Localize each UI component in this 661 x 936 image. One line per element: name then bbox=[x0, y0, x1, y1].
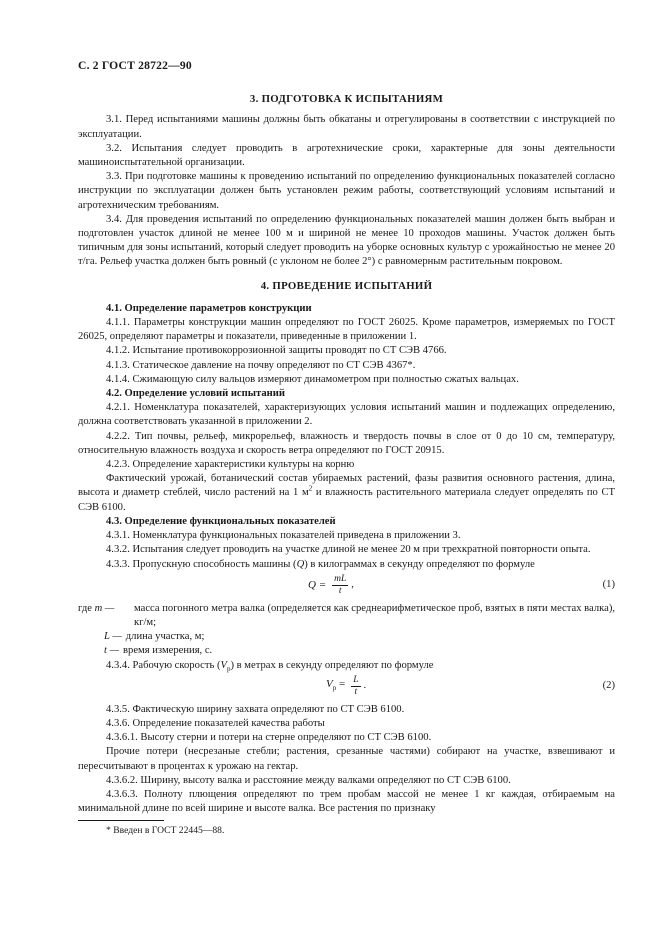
formula-2 bbox=[78, 673, 615, 703]
text-part: ) в килограммах в секунду определяют по формуле bbox=[304, 558, 535, 570]
subsection-4-3-title: 4.3. Определение функциональных показателей bbox=[106, 515, 336, 527]
paragraph-4-3-2: 4.3.2. Испытания следует проводить на участке длиной не менее 20 м при трехкратной повторности опыта. bbox=[106, 544, 591, 556]
formula-1-lhs: Q = bbox=[308, 579, 327, 592]
paragraph-4-2-3: 4.2.3. Определение характеристики культуры на корню bbox=[106, 459, 355, 471]
definition-m bbox=[78, 602, 615, 630]
text-part: ) в метрах в секунду определяют по формуле bbox=[230, 659, 434, 671]
formula-2-fraction bbox=[351, 675, 360, 698]
page-content bbox=[78, 59, 615, 816]
symbol-l: L — bbox=[104, 631, 122, 643]
paragraph-4-1-3: 4.1.3. Статическое давление на почву определяют по СТ СЭВ 4367*. bbox=[106, 359, 416, 371]
symbol-q: Q bbox=[296, 558, 305, 570]
paragraph-4-3-6-2: 4.3.6.2. Ширину, высоту валка и расстояние между валками определяют по СТ СЭВ 6100. bbox=[106, 774, 511, 786]
where-word: где bbox=[78, 602, 92, 614]
symbol-m: m — bbox=[94, 602, 115, 614]
paragraph-4-1-4: 4.1.4. Сжимающую силу вальцов измеряют динамометром при полностью сжатых вальцах. bbox=[106, 373, 519, 385]
paragraph-3-2: 3.2. Испытания следует проводить в агротехнические сроки, характерные для зоны деятельности машиноиспытательной организации. bbox=[78, 142, 615, 169]
formula-2-denominator: t bbox=[354, 686, 358, 697]
paragraph-3-4: 3.4. Для проведения испытаний по определению функциональных показателей машин должен быть выбран и подготовлен участок длиной не менее 100 м и шириной не менее 10 проходов машины. Участок должен быть типичным для зоны испытаний, который следует проводить на уборке основных культур с урожайностью не менее 20 т/га. Рельеф участка должен быть ровный (с уклоном не более 2°) с равномерным растительным покровом. bbox=[78, 213, 615, 268]
definition-text: длина участка, м; bbox=[125, 631, 205, 643]
paragraph-4-2-1: 4.2.1. Номенклатура показателей, характеризующих условия испытаний машин и подлежащих определению, должна соответствовать указанной в приложении 2. bbox=[78, 402, 615, 428]
section-4-title: 4. ПРОВЕДЕНИЕ ИСПЫТАНИЙ bbox=[260, 279, 433, 292]
formula-2-number: (2) bbox=[602, 679, 615, 691]
definition-text: масса погонного метра валка (определяется как среднеарифметическое проб, взятых в пяти местах валка), кг/м; bbox=[134, 602, 615, 628]
text-part: 4.3.3. Пропускную способность машины ( bbox=[106, 558, 297, 570]
footnote: * Введен в ГОСТ 22445—88. bbox=[106, 825, 225, 836]
symbol-definitions bbox=[78, 602, 615, 659]
formula-1-denominator: t bbox=[338, 585, 342, 596]
formula-2-v: V bbox=[326, 678, 333, 691]
formula-2-lhs bbox=[326, 677, 345, 695]
footnote-divider bbox=[78, 820, 164, 821]
paragraph-4-1-1: 4.1.1. Параметры конструкции машин определяют по ГОСТ 26025. Кроме параметров, измеряемых по ГОСТ 26025, определяют параметры и показатели, приведенные в приложении 1. bbox=[78, 317, 615, 343]
paragraph-4-3-5: 4.3.5. Фактическую ширину захвата определяют по СТ СЭВ 6100. bbox=[106, 703, 405, 715]
paragraph-4-3-6-1: 4.3.6.1. Высоту стерни и потери на стерне определяют по СТ СЭВ 6100. bbox=[106, 732, 432, 744]
definition-symbol bbox=[78, 602, 134, 630]
formula-1-tail: , bbox=[351, 579, 354, 591]
text-part: и влажность растительного материала следует определять по СТ СЭВ 6100. bbox=[78, 487, 616, 513]
formula-1-numerator: mL bbox=[334, 573, 347, 584]
paragraph-3-1: 3.1. Перед испытаниями машины должны быть обкатаны и отрегулированы в соответствии с инструкцией по эксплуатации. bbox=[78, 114, 615, 140]
subscript: р bbox=[226, 664, 231, 673]
paragraph-4-3-6-1-text: Прочие потери (несрезаные стебли; растения, срезанные частями) собирают на участке, взвешивают и пересчитывают в процентах к урожаю на гектар. bbox=[78, 746, 615, 772]
paragraph-4-2-3-text bbox=[78, 472, 615, 515]
formula-2-sub: р bbox=[332, 684, 337, 693]
superscript: 2 bbox=[308, 484, 313, 493]
definition-t bbox=[78, 644, 615, 658]
paragraph-4-2-2: 4.2.2. Тип почвы, рельеф, микрорельеф, влажность и твердость почвы в слое от 0 до 10 см, температуру, относительную влажность воздуха и скорость ветра определяют по ГОСТ 20915. bbox=[78, 430, 615, 456]
formula-2-numerator: L bbox=[353, 674, 359, 685]
symbol-t: t — bbox=[104, 645, 120, 657]
formula-1 bbox=[78, 572, 615, 602]
paragraph-4-3-4 bbox=[78, 659, 615, 673]
text-part: Фактический урожай, ботанический состав убираемых растений, фазы развития основного растения, длина, высота и диаметр стеблей, число растений на 1 м bbox=[78, 473, 615, 499]
formula-2-tail: . bbox=[363, 680, 367, 692]
formula-2-eq: = bbox=[338, 678, 346, 691]
subsection-4-2-title: 4.2. Определение условий испытаний bbox=[106, 388, 285, 400]
paragraph-3-3: 3.3. При подготовке машины к проведению испытаний по определению функциональных показателей согласно инструкции по эксплуатации должен быть установлен режим работы, соответствующий условиям испытаний и агротехническим требованиям. bbox=[78, 171, 615, 211]
paragraph-4-1-2: 4.1.2. Испытание противокоррозионной защиты проводят по СТ СЭВ 4766. bbox=[106, 345, 447, 357]
definition-l bbox=[78, 630, 615, 644]
text-part: 4.3.4. Рабочую скорость ( bbox=[106, 659, 221, 671]
section-3-title: 3. ПОДГОТОВКА К ИСПЫТАНИЯМ bbox=[249, 93, 444, 106]
running-head: С. 2 ГОСТ 28722—90 bbox=[78, 59, 192, 72]
definition-text: время измерения, с. bbox=[123, 645, 213, 657]
paragraph-4-3-1: 4.3.1. Номенклатура функциональных показателей приведена в приложении 3. bbox=[106, 530, 461, 542]
subsection-4-1-title: 4.1. Определение параметров конструкции bbox=[106, 302, 312, 314]
paragraph-4-3-6-3: 4.3.6.3. Полноту плющения определяют по трем пробам массой не менее 1 кг каждая, отбираемым на минимальной длине по всей ширине и высоте валка. Все растения по признаку bbox=[78, 788, 615, 815]
formula-1-number: (1) bbox=[602, 578, 615, 590]
symbol-v: V bbox=[220, 659, 227, 671]
paragraph-4-3-3 bbox=[78, 558, 615, 572]
paragraph-4-3-6: 4.3.6. Определение показателей качества работы bbox=[106, 717, 325, 729]
formula-1-fraction bbox=[332, 574, 348, 597]
